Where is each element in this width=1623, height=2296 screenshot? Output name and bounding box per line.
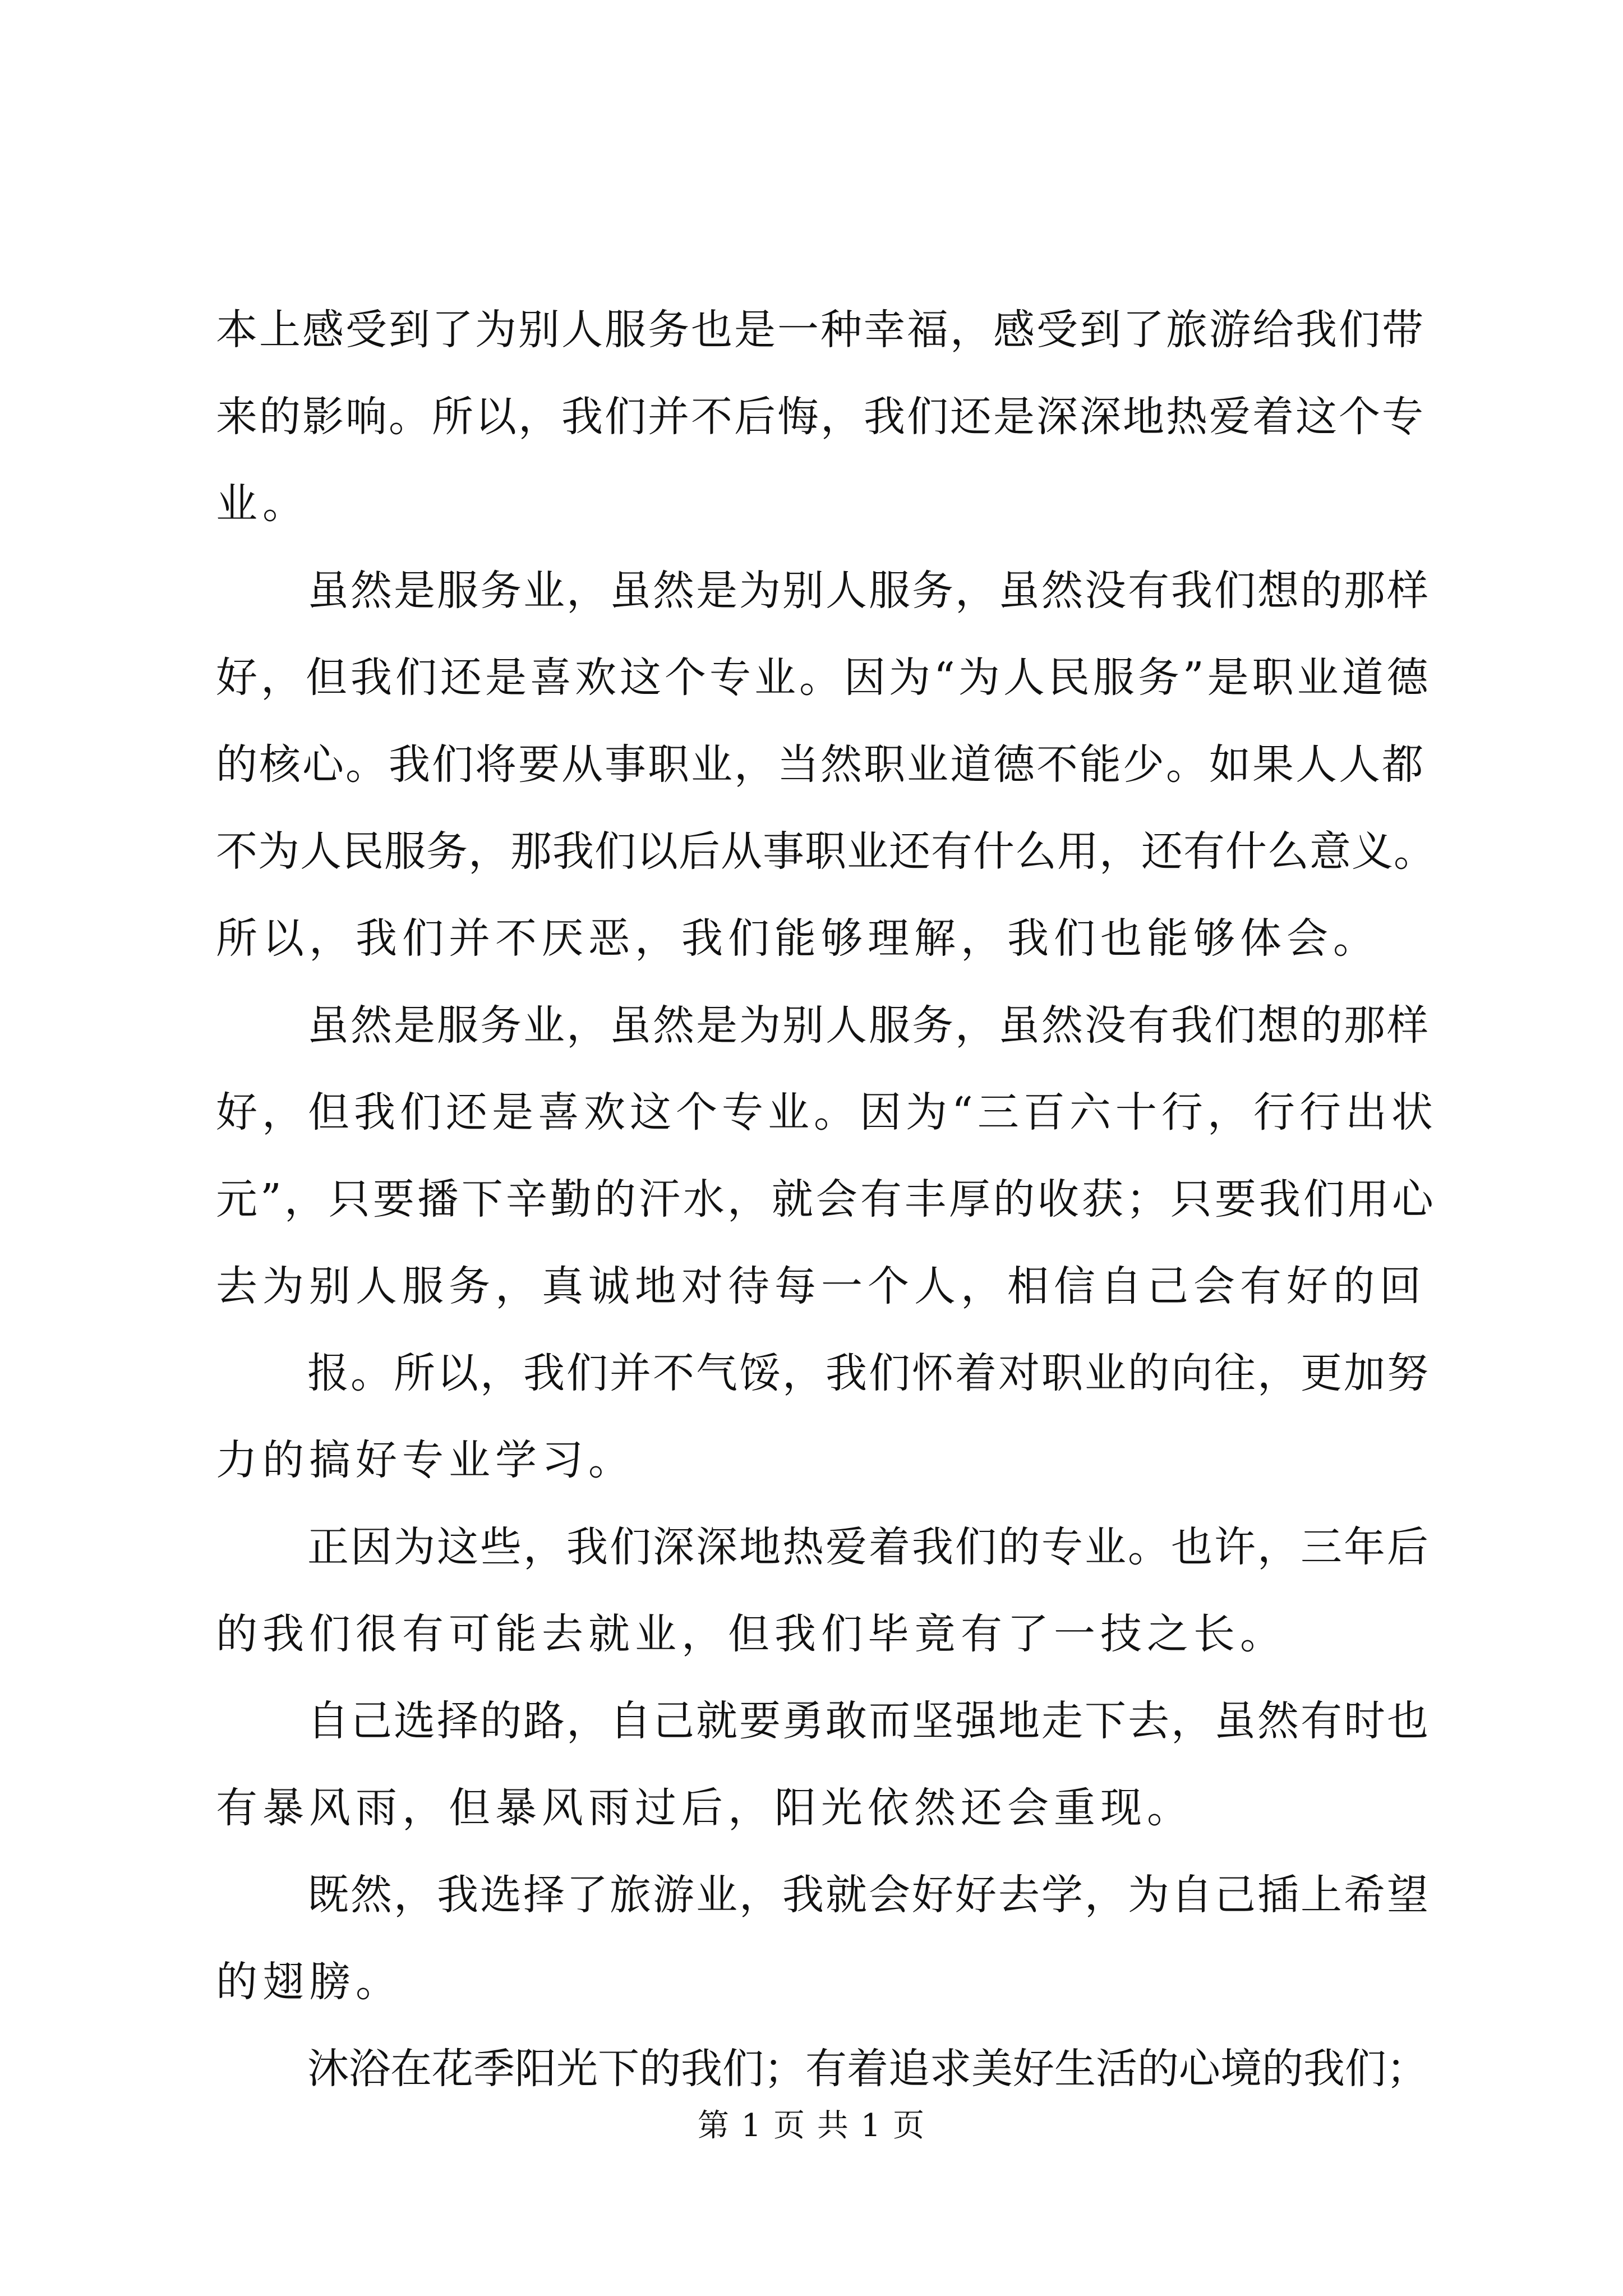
text-line: 所以，我们并不厌恶，我们能够理解，我们也能够体会。 [216,914,1380,963]
text-line: 好，但我们还是喜欢这个专业。因为“三百六十行，行行出状 [216,1088,1437,1137]
text-line: 的翅膀。 [216,1958,402,2006]
text-line: 的我们很有可能去就业，但我们毕竟有了一技之长。 [216,1610,1287,1658]
text-line: 虽然是服务业，虽然是为别人服务，虽然没有我们想的那样 [307,1001,1430,1050]
text-line: 本上感受到了为别人服务也是一种幸福，感受到了旅游给我们带 [216,306,1425,354]
text-line: 正因为这些，我们深深地热爱着我们的专业。也许，三年后 [307,1523,1430,1571]
text-line: 去为别人服务，真诚地对待每一个人，相信自己会有好的回 [216,1262,1426,1310]
text-line: 力的搞好专业学习。 [216,1436,635,1484]
text-line: 不为人民服务，那我们以后从事职业还有什么用，还有什么意义。 [216,827,1436,876]
text-line: 来的影响。所以，我们并不后悔，我们还是深深地热爱着这个专 [216,393,1425,441]
text-line: 有暴风雨，但暴风雨过后，阳光依然还会重现。 [216,1784,1193,1832]
text-line: 自己选择的路，自己就要勇敢而坚强地走下去，虽然有时也 [307,1697,1430,1745]
text-line: 沐浴在花季阳光下的我们；有着追求美好生活的心境的我们； [307,2045,1428,2093]
text-line: 虽然是服务业，虽然是为别人服务，虽然没有我们想的那样 [307,567,1430,615]
text-line: 业。 [216,480,309,528]
text-line: 既然，我选择了旅游业，我就会好好去学，为自己插上希望 [307,1871,1430,1919]
text-line: 的核心。我们将要从事职业，当然职业道德不能少。如果人人都 [216,740,1425,789]
page-number-footer: 第 1 页 共 1 页 [697,2108,926,2144]
text-line: 报。所以，我们并不气馁，我们怀着对职业的向往，更加努 [307,1349,1430,1397]
text-line: 元”，只要播下辛勤的汗水，就会有丰厚的收获；只要我们用心 [216,1175,1436,1223]
text-line: 好，但我们还是喜欢这个专业。因为“为人民服务”是职业道德 [216,654,1432,702]
